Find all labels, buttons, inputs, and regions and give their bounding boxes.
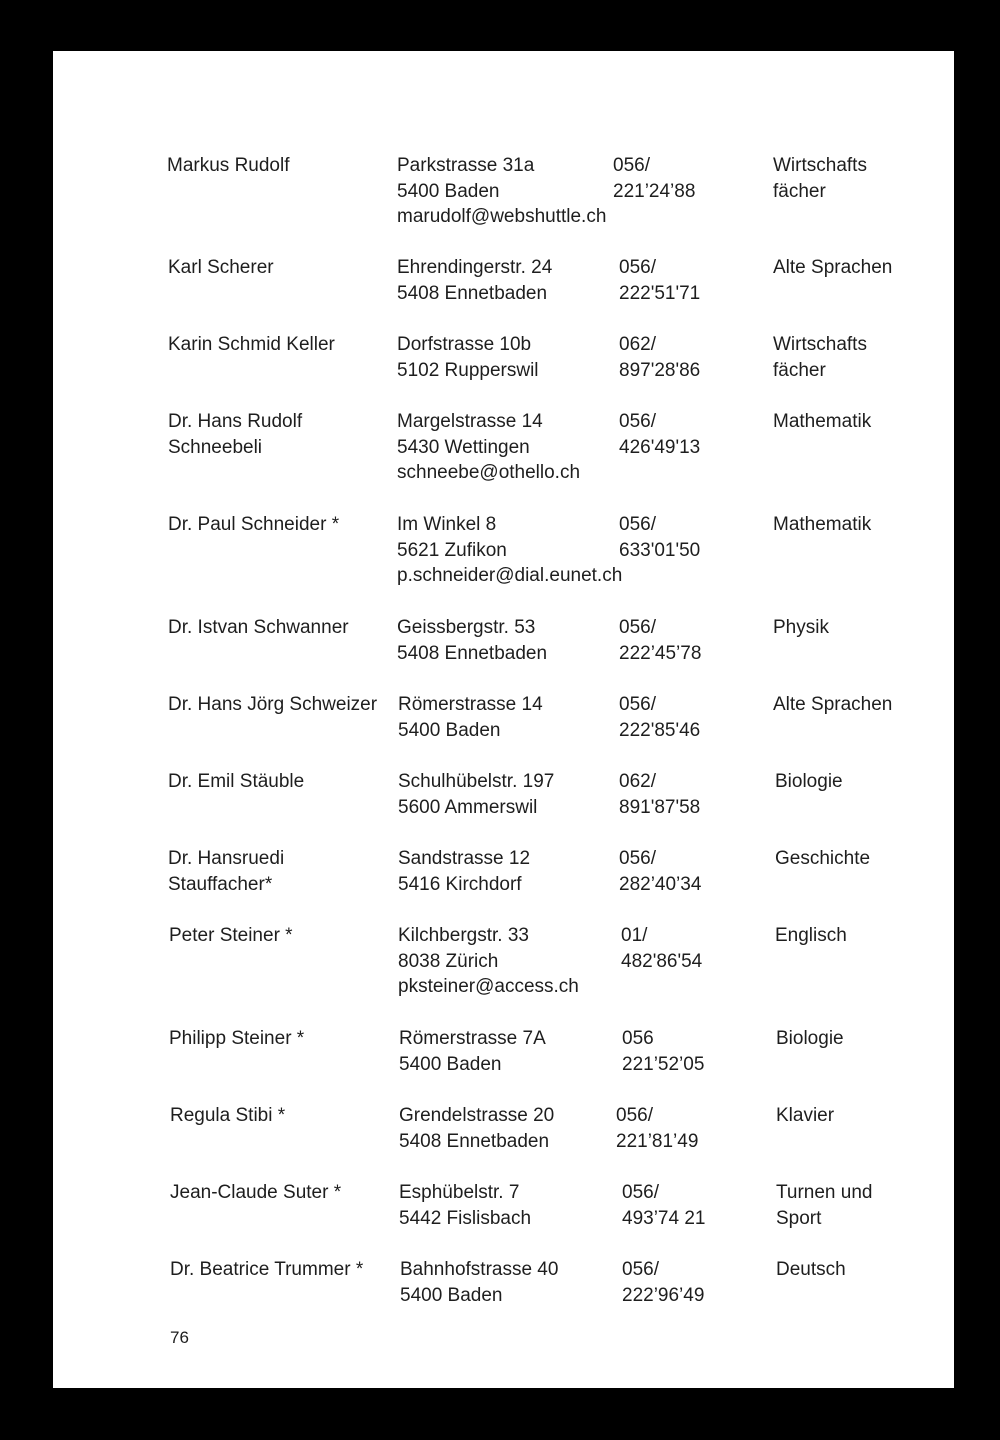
entry-address (397, 255, 657, 306)
subject-line: Deutsch (776, 1259, 846, 1280)
entry-name (168, 615, 400, 641)
entry-address (397, 512, 657, 589)
address-line: Römerstrasse 14 (398, 694, 543, 715)
address-line: 5600 Ammerswil (398, 796, 538, 818)
name-line: Markus Rudolf (167, 155, 290, 176)
entry-name (168, 332, 400, 358)
document-page (53, 51, 954, 1388)
entry-subject (776, 1103, 956, 1129)
entry-name (168, 846, 400, 897)
address-line: 5408 Ennetbaden (397, 642, 548, 664)
entry-phone (621, 923, 771, 974)
phone-line: 056/ (622, 1259, 659, 1280)
entry-phone (619, 332, 769, 383)
entry-phone (622, 1257, 772, 1308)
phone-line: 056/ (619, 411, 656, 432)
entry-name (168, 692, 400, 718)
entry-phone (619, 409, 769, 460)
entry-phone (619, 692, 769, 743)
phone-line: 062/ (619, 334, 656, 355)
phone-line: 282’40’34 (619, 873, 702, 895)
entry-subject (773, 409, 953, 435)
phone-line: 056/ (619, 257, 656, 278)
entry-name (168, 255, 400, 281)
entry-address (400, 1257, 660, 1308)
entry-name (167, 153, 399, 179)
address-line: Sandstrasse 12 (398, 848, 531, 869)
address-line: 5621 Zufikon (397, 539, 507, 561)
subject-line: Klavier (776, 1105, 835, 1126)
subject-line: Alte Sprachen (773, 257, 893, 278)
name-line: Karl Scherer (168, 257, 274, 278)
subject-line: Sport (776, 1207, 822, 1229)
entry-name (169, 1026, 401, 1052)
name-line: Peter Steiner * (169, 925, 293, 946)
entry-subject (775, 923, 955, 949)
name-line: Jean-Claude Suter * (170, 1182, 342, 1203)
address-line: Schulhübelstr. 197 (398, 771, 555, 792)
entry-address (397, 409, 657, 486)
email-line: marudolf@webshuttle.ch (397, 206, 607, 227)
address-line: Kilchbergstr. 33 (398, 925, 529, 946)
subject-line: Mathematik (773, 514, 872, 535)
name-line: Schneebeli (168, 436, 263, 458)
address-line: 5442 Fislisbach (399, 1207, 532, 1229)
phone-line: 222’96’49 (622, 1284, 705, 1306)
entry-phone (619, 615, 769, 666)
entry-subject (775, 769, 955, 795)
address-line: 5400 Baden (398, 719, 501, 741)
entry-phone (619, 769, 769, 820)
entry-name (168, 409, 400, 460)
phone-line: 056/ (613, 155, 650, 176)
entry-name (170, 1180, 402, 1206)
address-line: 5400 Baden (400, 1284, 503, 1306)
entry-name (170, 1103, 402, 1129)
phone-line: 056/ (622, 1182, 659, 1203)
entry-subject (773, 512, 953, 538)
address-line: 5408 Ennetbaden (397, 282, 548, 304)
name-line: Stauffacher* (168, 873, 273, 895)
subject-line: Wirtschafts (773, 334, 867, 355)
address-line: Dorfstrasse 10b (397, 334, 532, 355)
entry-phone (619, 512, 769, 563)
subject-line: Physik (773, 617, 829, 638)
entry-subject (773, 615, 953, 641)
address-line: 5408 Ennetbaden (399, 1130, 550, 1152)
entry-subject (776, 1026, 956, 1052)
phone-line: 221’24’88 (613, 180, 696, 202)
address-line: Bahnhofstrasse 40 (400, 1259, 559, 1280)
entry-subject (773, 153, 953, 204)
phone-line: 222’45’78 (619, 642, 702, 664)
name-line: Dr. Hansruedi (168, 848, 285, 869)
phone-line: 897'28'86 (619, 359, 701, 381)
subject-line: Biologie (775, 771, 843, 792)
phone-line: 056/ (619, 617, 656, 638)
phone-line: 221’52’05 (622, 1053, 705, 1075)
name-line: Dr. Hans Jörg Schweizer (168, 694, 378, 715)
entry-subject (773, 332, 953, 383)
name-line: Regula Stibi * (170, 1105, 286, 1126)
page-number: 76 (170, 1328, 189, 1347)
phone-line: 221’81’49 (616, 1130, 699, 1152)
entry-name (169, 923, 401, 949)
address-line: Grendelstrasse 20 (399, 1105, 555, 1126)
subject-line: Wirtschafts (773, 155, 867, 176)
phone-line: 222'85'46 (619, 719, 701, 741)
entry-subject (776, 1257, 956, 1283)
name-line: Dr. Paul Schneider * (168, 514, 340, 535)
address-line: Ehrendingerstr. 24 (397, 257, 553, 278)
phone-line: 056/ (616, 1105, 653, 1126)
address-line: Geissbergstr. 53 (397, 617, 536, 638)
address-line: 5102 Rupperswil (397, 359, 539, 381)
entry-phone (622, 1026, 772, 1077)
phone-line: 056/ (619, 694, 656, 715)
entry-name (168, 769, 400, 795)
entry-phone (613, 153, 763, 204)
entry-phone (622, 1180, 772, 1231)
email-line: p.schneider@dial.eunet.ch (397, 565, 623, 586)
subject-line: fächer (773, 359, 826, 381)
phone-line: 01/ (621, 925, 648, 946)
address-line: Im Winkel 8 (397, 514, 497, 535)
phone-line: 056/ (619, 514, 656, 535)
phone-line: 222'51'71 (619, 282, 701, 304)
address-line: 5430 Wettingen (397, 436, 530, 458)
address-line: 5416 Kirchdorf (398, 873, 522, 895)
entry-phone (619, 255, 769, 306)
subject-line: Alte Sprachen (773, 694, 893, 715)
subject-line: fächer (773, 180, 826, 202)
address-line: 5400 Baden (397, 180, 500, 202)
name-line: Dr. Beatrice Trummer * (170, 1259, 364, 1280)
name-line: Dr. Istvan Schwanner (168, 617, 349, 638)
name-line: Dr. Emil Stäuble (168, 771, 305, 792)
phone-line: 056/ (619, 848, 656, 869)
entry-subject (775, 846, 955, 872)
entry-subject (773, 692, 953, 718)
phone-line: 426'49'13 (619, 436, 701, 458)
address-line: Parkstrasse 31a (397, 155, 535, 176)
subject-line: Turnen und (776, 1182, 873, 1203)
entry-address (397, 615, 657, 666)
subject-line: Englisch (775, 925, 847, 946)
address-line: 8038 Zürich (398, 950, 499, 972)
address-line: Esphübelstr. 7 (399, 1182, 520, 1203)
entry-address (397, 332, 657, 383)
address-line: 5400 Baden (399, 1053, 502, 1075)
phone-line: 056 (622, 1028, 654, 1049)
entry-subject (773, 255, 953, 281)
subject-line: Mathematik (773, 411, 872, 432)
subject-line: Biologie (776, 1028, 844, 1049)
phone-line: 891'87'58 (619, 796, 701, 818)
entry-address (398, 923, 658, 1000)
phone-line: 493’74 21 (622, 1207, 706, 1229)
entry-phone (619, 846, 769, 897)
entry-address (399, 1026, 659, 1077)
entry-name (170, 1257, 402, 1283)
entry-phone (616, 1103, 766, 1154)
name-line: Philipp Steiner * (169, 1028, 305, 1049)
name-line: Dr. Hans Rudolf (168, 411, 303, 432)
phone-line: 482'86'54 (621, 950, 703, 972)
phone-line: 633'01'50 (619, 539, 701, 561)
entry-name (168, 512, 400, 538)
name-line: Karin Schmid Keller (168, 334, 335, 355)
email-line: schneebe@othello.ch (397, 462, 581, 483)
entry-address (399, 1180, 659, 1231)
address-line: Margelstrasse 14 (397, 411, 543, 432)
subject-line: Geschichte (775, 848, 871, 869)
entry-subject (776, 1180, 956, 1231)
address-line: Römerstrasse 7A (399, 1028, 546, 1049)
email-line: pksteiner@access.ch (398, 976, 579, 997)
phone-line: 062/ (619, 771, 656, 792)
